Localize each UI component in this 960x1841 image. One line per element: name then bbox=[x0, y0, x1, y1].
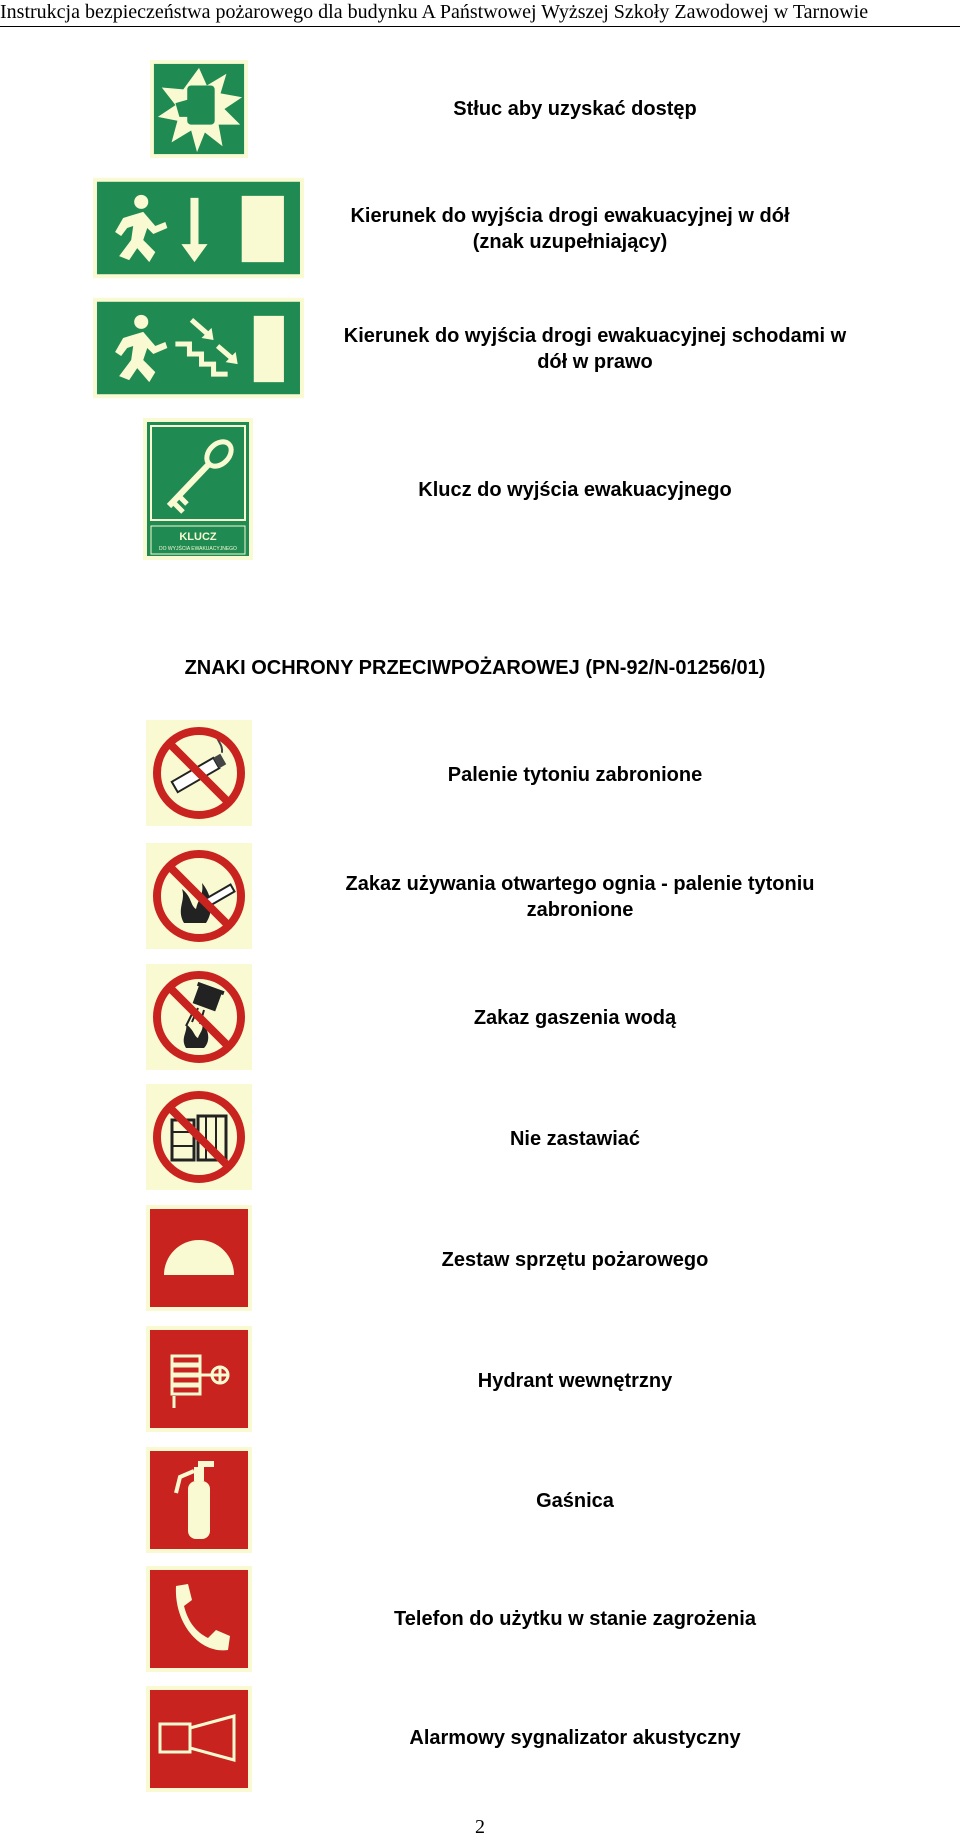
sign-caption: Klucz do wyjścia ewakuacyjnego bbox=[418, 479, 732, 501]
sign-caption: Stłuc aby uzyskać dostęp bbox=[453, 98, 697, 120]
sign-caption: Gaśnica bbox=[536, 1490, 614, 1512]
sign-caption: Zestaw sprzętu pożarowego bbox=[441, 1249, 709, 1271]
emergency-phone-icon bbox=[146, 1566, 252, 1672]
no-water-extinguish-icon bbox=[146, 964, 252, 1070]
svg-text:DO WYJŚCIA EWAKUACYJNEGO: DO WYJŚCIA EWAKUACYJNEGO bbox=[159, 546, 237, 552]
sign-caption: Telefon do użytku w stanie zagrożenia bbox=[394, 1608, 756, 1630]
break-glass-icon bbox=[150, 60, 248, 158]
no-smoking-icon bbox=[146, 720, 252, 826]
do-not-obstruct-icon bbox=[146, 1084, 252, 1190]
exit-stairs-down-right-icon bbox=[93, 297, 304, 399]
fire-alarm-horn-icon bbox=[146, 1686, 252, 1792]
section-title: ZNAKI OCHRONY PRZECIWPOŻAROWEJ (PN-92/N-01256/01) bbox=[184, 657, 766, 679]
sign-caption: Kierunek do wyjścia drogi ewakuacyjnej w dół (znak uzupełniający) bbox=[350, 205, 790, 253]
page-header: Instrukcja bezpieczeństwa pożarowego dla budynku A Państwowej Wyższej Szkoły Zawodowej w Tarnowie bbox=[0, 0, 960, 27]
sign-caption: Hydrant wewnętrzny bbox=[477, 1370, 673, 1392]
sign-caption: Zakaz gaszenia wodą bbox=[473, 1007, 677, 1029]
sign-caption: Zakaz używania otwartego ognia - palenie tytoniu zabronione bbox=[345, 873, 815, 921]
exit-key-icon bbox=[143, 418, 253, 560]
sign-caption: Kierunek do wyjścia drogi ewakuacyjnej schodami w dół w prawo bbox=[343, 325, 847, 373]
page-number: 2 bbox=[475, 1816, 485, 1838]
exit-arrow-down-icon bbox=[93, 177, 304, 279]
fire-extinguisher-icon bbox=[146, 1447, 252, 1553]
svg-text:KLUCZ: KLUCZ bbox=[179, 531, 217, 543]
sign-caption: Palenie tytoniu zabronione bbox=[447, 764, 703, 786]
fire-hose-icon bbox=[146, 1326, 252, 1432]
no-open-flame-icon bbox=[146, 843, 252, 949]
sign-caption: Alarmowy sygnalizator akustyczny bbox=[409, 1727, 741, 1749]
fire-equipment-icon bbox=[146, 1205, 252, 1311]
sign-caption: Nie zastawiać bbox=[509, 1128, 641, 1150]
